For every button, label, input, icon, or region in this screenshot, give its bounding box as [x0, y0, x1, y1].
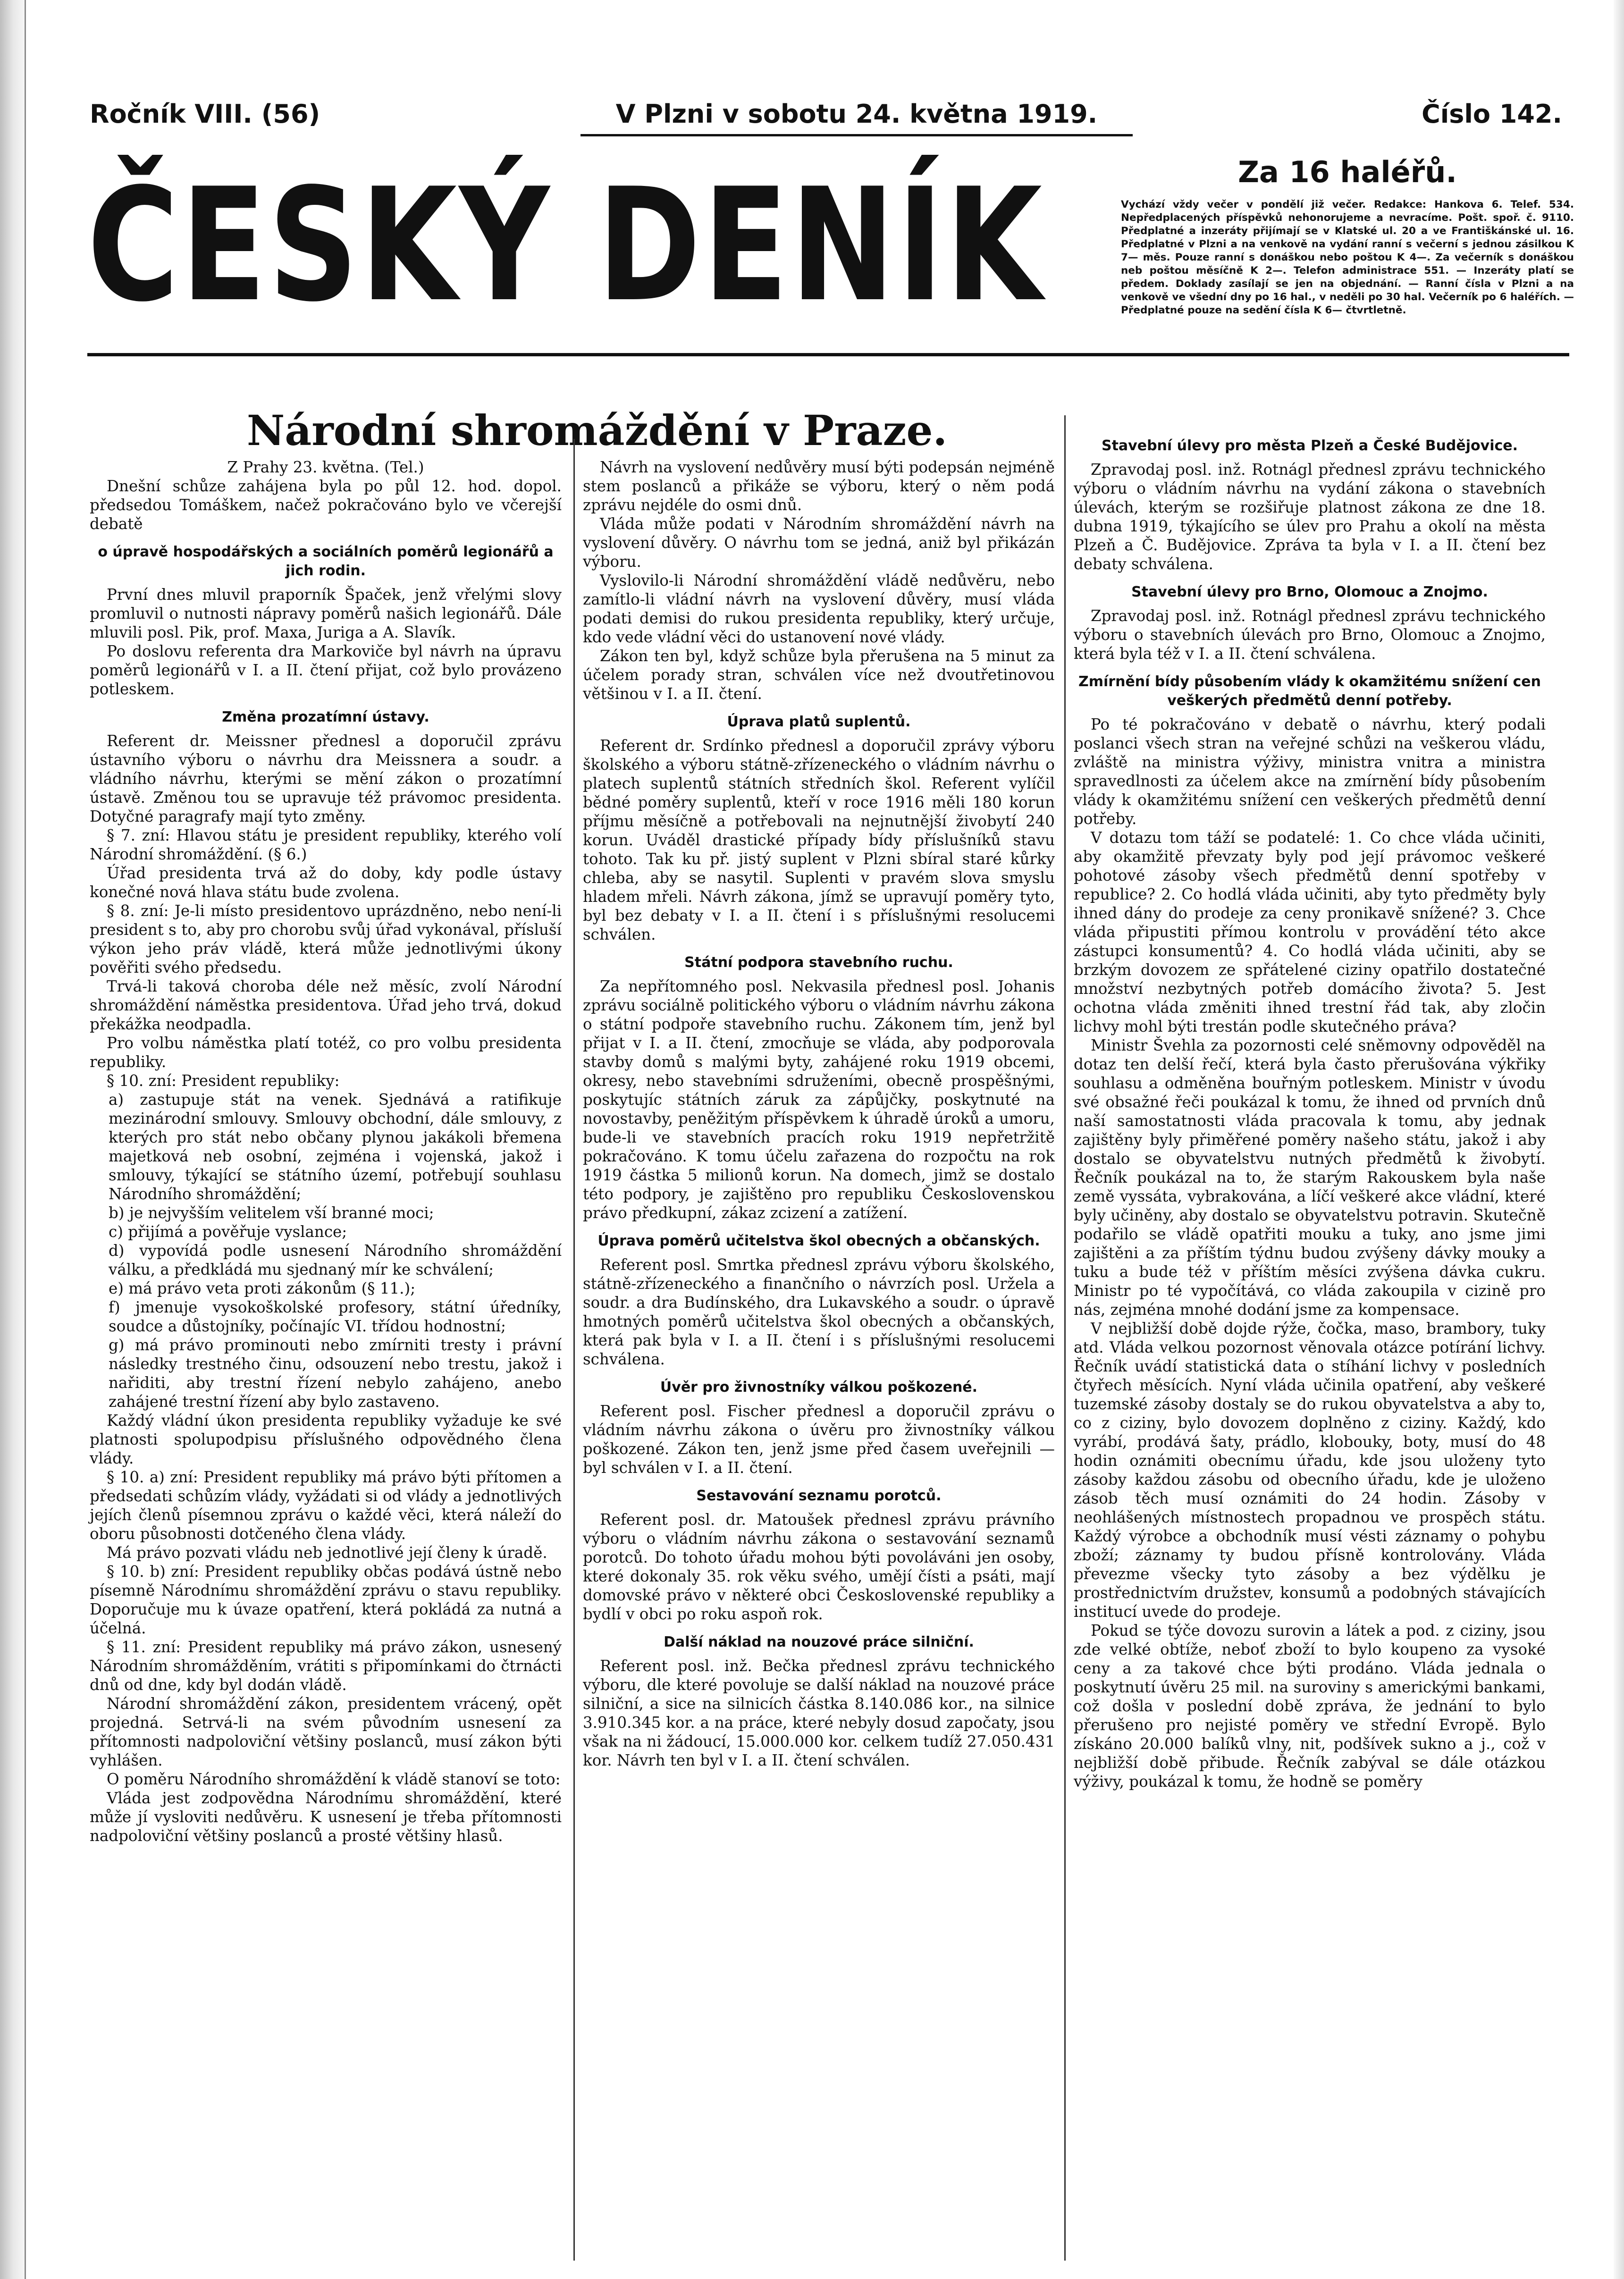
dateline: Z Prahy 23. května. (Tel.)	[227, 458, 424, 476]
section-heading: Změna prozatímní ústavy.	[222, 709, 429, 725]
list-item: e) má právo veta proti zákonům (§ 11.);	[109, 1279, 416, 1297]
section-heading: Úprava poměrů učitelstva škol obecných a občanských.	[597, 1233, 1040, 1249]
paragraph: Pro volbu náměstka platí totéž, co pro volbu presidenta republiky.	[90, 1034, 562, 1071]
paragraph: Referent posl. inž. Bečka přednesl zprávu technického výboru, dle které povoluje se další náklad na nouzové práce silniční, a sice na silnicích částka 8.140.086 kor., na silnice 3.910.345 kor. a na práce, které nebyly dosud započaty, jsou však na ni žádoucí, 15.000.000 kor. celkem tudíž 27.050.431 kor. Návrh ten byl v I. a II. čtení schválen.	[583, 1657, 1055, 1769]
section-heading: o úpravě hospodářských a sociálních poměrů legionářů a jich rodin.	[98, 544, 554, 579]
paragraph: Má právo pozvati vládu neb jednotlivé její členy k úradě.	[107, 1544, 547, 1562]
column-rule-1	[573, 439, 575, 2261]
paragraph: Ministr Švehla za pozornosti celé sněmovny odpověděl na dotaz ten delší řečí, která byla často přerušována výkřiky souhlasu a odměněna bouřným potleskem. Ministr v úvodu své obsažné řeči poukázal k tomu, že ihned od prvních dnů naší samostatnosti vláda pracovala k tomu, aby jednak zajištěny byly přiměřené poměry našeho státu, jakož i aby dostalo se obyvatelstvu nutných předmětů k živobytí. Řečník poukázal na to, že starým Rakouskem byla naše země vyssáta, vybrakována, a líčí veškeré akce vládní, které byly učiněny, aby dostalo se obyvatelstvu potravin. Skutečně podařilo se vládě opatřiti mouku a tuky, ano jsme jimi zajištěni a za příštím týdnu budou zvýšeny dávky mouky a tuku a bude též v příštím měsíci zvýšena dávka cukru. Ministr po té vypočítává, co vláda zakoupila v cizině pro nás, zejména mnohé dodání jsme za kompensace.	[1074, 1036, 1546, 1319]
issue-date: V Plzni v sobotu 24. května 1919.	[615, 99, 1098, 129]
lead-headline: Národní shromáždění v Praze.	[246, 406, 948, 455]
issue-number: Číslo 142.	[1422, 99, 1562, 129]
section-heading: Další náklad na nouzové práce silniční.	[664, 1634, 974, 1650]
section-heading: Stavební úlevy pro Brno, Olomouc a Znojmo.	[1131, 584, 1488, 600]
section-heading: Úprava platů suplentů.	[727, 714, 911, 730]
paragraph: V nejbližší době dojde rýže, čočka, maso, brambory, tuky atd. Vláda velkou pozornost věnovala otázce potírání lichvy. Řečník uvádí statistická data o stíhání lichvy v posledních čtyřech měsících. Nyní vláda učinila opatření, aby veškeré tuzemské zásoby dostaly se do rukou obyvatelstva a aby to, co z ciziny, bylo dovozem doplněno z ciziny. Každý, kdo vyrábí, prodává šaty, prádlo, klobouky, boty, musí do 48 hodin oznámiti obecnímu úřadu, kde jsou uloženy tyto zásoby každou zásobu od obecního úřadu, kde je uloženo zásob těch musí oznámiti do 24 hodin. Zásoby v neohlášených místnostech propadnou ve prospěch státu. Každý výrobce a obchodník musí vésti záznamy o pohybu zboží; záznamy ty budou přísně kontrolovány. Vláda převezme všecky tyto zásoby a bez výdělku je prostřednictvím družstev, konsumů a podobných stávajících institucí uvede do prodeje.	[1074, 1320, 1546, 1621]
list-item: f) jmenuje vysokoškolské profesory, státní úředníky, soudce a důstojníky, počínajíc VI. třídou hodnostní;	[109, 1298, 562, 1335]
paragraph: § 8. zní: Je-li místo presidentovo uprázdněno, nebo není-li president s to, aby pro chorobu svůj úřad vykonával, přísluší výkon jeho práv vládě, která může jednotlivými úkony pověřiti svého předsedu.	[90, 902, 562, 976]
paragraph: § 10. a) zní: President republiky má právo býti přítomen a předsedati schůzím vlády, vyžádati si od vlády a jednotlivých jejích členů písemnou zprávu o každé věci, která náleží do oboru působnosti dotčeného člena vlády.	[90, 1468, 562, 1543]
price-label: Za 16 haléřů.	[1238, 155, 1457, 189]
newspaper-page	[50, 0, 1574, 2279]
list-item: d) vypovídá podle usnesení Národního shromáždění válku, a předkládá mu sjednaný mír ke schválení;	[109, 1242, 562, 1278]
binding-edge	[0, 0, 26, 2279]
paragraph: Zpravodaj posl. inž. Rotnágl přednesl zprávu technického výboru o vládním návrhu na vydání zákona o stavebních úlevách, kterým se rozšiřuje platnost zákona ze dne 18. dubna 1919, týkajícího se úlev pro Prahu a okolí na města Plzeň a Č. Budějovice. Zpráva ta byla v I. a II. čtení bez debaty schválena.	[1074, 461, 1546, 573]
list-item: b) je nejvyšším velitelem vší branné moci;	[109, 1204, 434, 1222]
paragraph: Dnešní schůze zahájena byla po půl 12. hod. dopol. předsedou Tomáškem, načež pokračováno bylo ve včerejší debatě	[90, 477, 562, 533]
masthead-rule	[87, 353, 1569, 356]
newspaper-title: ČESKÝ DENÍK	[87, 155, 1044, 336]
subscription-notice: Vychází vždy večer v pondělí již večer. Redakce: Hankova 6. Telef. 534. Nepředplacených příspěvků nehonorujeme a nevracíme. Pošt. spoř. č. 9110. Předplatné a inzeráty přijímají se v Klatské ul. 20 a ve Františkánské ul. 16. Předplatné v Plzni a na venkově na vydání ranní s večerní s jednou zásilkou K 7— měs. Pouze ranní s donáškou nebo poštou K 4—. Za večerník s donáškou neb poštou měsíčně K 2—. Telefon administrace 551. — Inzeráty platí se předem. Doklady zasílají se jen na objednání. — Ranní čísla v Plzni a na venkově ve všední dny po 16 hal., v neděli po 30 hal. Večerník po 6 haléřích. — Předplatné pouze na sedění čísla K 6— čtvrtletně.	[1121, 199, 1574, 316]
paragraph: Pokud se týče dovozu surovin a látek a pod. z ciziny, jsou zde velké obtíže, neboť zboží to bylo koupeno za vysoké ceny a za takové chce býti prodáno. Vláda jednala o poskytnutí úvěru 25 mil. na suroviny s americkými bankami, což došla v poslední době zpráva, že jednání to bylo přerušeno pro nejisté poměry ve střední Evropě. Bylo získáno 20.000 balíků vlny, nit, podšívek sukno a j., což v nejbližší době přibude. Řečník zabýval se dále otázkou výživy, poukázal k tomu, že hodně se poměry	[1074, 1622, 1546, 1791]
paragraph: V dotazu tom táží se podatelé: 1. Co chce vláda učiniti, aby okamžitě převzaty byly pod její právomoc veškeré pohotové zásoby všech předmětů denní spotřeby v republice? 2. Co hodlá vláda učiniti, aby tyto předměty byly ihned dány do prodeje za ceny pronikavě snížené? 3. Chce vláda připustiti přímou kontrolu v provádění této akce zástupci konsumentů? 4. Co hodlá vláda učiniti, aby se brzkým dovozem ze spřátelené ciziny opatřilo dostatečné množství nezbytných potřeb domácího života? 5. Jest ochotna vláda změniti ihned trestní řád tak, aby zločin lichvy mohl býti trestán podle skutečného práva?	[1074, 829, 1546, 1035]
section-heading: Sestavování seznamu porotců.	[696, 1488, 942, 1504]
page-edge	[1614, 0, 1624, 2279]
paragraph: § 10. zní: President republiky:	[107, 1072, 340, 1090]
paragraph: § 11. zní: President republiky má právo zákon, usnesený Národním shromážděním, vrátiti s připomínkami do čtrnácti dnů od dne, kdy byl dodán vládě.	[90, 1638, 562, 1694]
list-item: c) přijímá a pověřuje vyslance;	[109, 1223, 347, 1241]
paragraph: Trvá-li taková choroba déle než měsíc, zvolí Národní shromáždění náměstka presidentova. Úřad jeho trvá, dokud překážka neodpadla.	[90, 977, 562, 1033]
paragraph: Návrh na vyslovení nedůvěry musí býti podepsán nejméně stem poslanců a přikáže se výboru, který o něm podá zprávu nejdéle do osmi dnů.	[583, 458, 1055, 514]
paragraph: Po té pokračováno v debatě o návrhu, který podali poslanci všech stran na veřejné schůzi na veškerou vládu, zvláště na ministra výživy, ministra vnitra a ministra spravedlnosti za účelem akce na zmírnění bídy působením vlády k okamžitému snížení cen veškerých předmětů denní potřeby.	[1074, 715, 1546, 828]
paragraph: Po doslovu referenta dra Markoviče byl návrh na úpravu poměrů legionářů v I. a II. čtení přijat, což bylo provázeno potleskem.	[90, 642, 562, 698]
list-item: a) zastupuje stát na venek. Sjednává a ratifikuje mezinárodní smlouvy. Smlouvy obchodní, dále smlouvy, z kterých pro stát nebo občany plynou jakákoli břemena majetková neb osobní, zejména i vojenská, jakož i smlouvy, týkající se státního území, potřebují souhlasu Národního shromáždění;	[109, 1091, 562, 1203]
column-rule-2	[1064, 415, 1066, 2261]
paragraph: Referent dr. Meissner přednesl a doporučil zprávu ústavního výboru o návrhu dra Meissnera a soudr. a vládního návrhu, kterými se mění zákon o prozatímní ústavě. Změnou tou se upravuje též právomoc presidenta. Dotyčné paragrafy mají tyto změny.	[90, 732, 562, 825]
column-3	[1074, 427, 1546, 1791]
paragraph: Referent dr. Srdínko přednesl a doporučil zprávy výboru školského a výboru státně-zřízeneckého o vládním návrhu o platech suplentů státních středních škol. Referent vylíčil bědné poměry suplentů, kteří v roce 1916 měli 180 korun příjmu měsíčně a potřebovali na nejnutnější živobytí 240 korun. Uváděl drastické případy bídy příslušníků stavu tohoto. Tak ku př. jistý suplent v Plzni sbíral staré kůrky chleba, aby se nasytil. Suplenti v pravém slova smyslu hladem mřeli. Návrh zákona, jímž se upravují poměry tyto, byl bez debaty v I. a II. čtení i s příslušnými resolucemi schválen.	[583, 737, 1055, 943]
masthead-info-bar	[90, 94, 1562, 137]
paragraph: Zákon ten byl, když schůze byla přerušena na 5 minut za účelem porady stran, schválen více než dvoutřetinovou většinou v I. a II. čtení.	[583, 647, 1055, 703]
paragraph: Referent posl. Fischer přednesl a doporučil zprávu o vládním návrhu zákona o úvěru pro živnostníky válkou poškozené. Zákon ten, jenž jsme před časem uveřejnili — byl schválen v I. a II. čtení.	[583, 1402, 1055, 1477]
paragraph: Za nepřítomného posl. Nekvasila přednesl posl. Johanis zprávu sociálně politického výboru o vládním návrhu zákona o státní podpoře stavebního ruchu. Zákonem tím, jenž byl přijat v I. a II. čtení, zmocňuje se vláda, aby podporovala stavby domů s malými byty, zahájené roku 1919 obcemi, okresy, nebo stavebními sdruženími, obecně prospěšnými, poskytujíc státních záruk za zápůjčky, poskytnuté na novostavby, peněžitým příspěvkem k úhradě úroků a umoru, bude-li ve stavebních pracích roku 1919 nepřetržitě pokračováno. K tomu účelu zařazena do rozpočtu na rok 1919 částka 5 milionů korun. Na domech, jimž se dostalo této podpory, je zajištěno pro republiku Československou právo předkupní, zákaz zcizení a zatížení.	[583, 977, 1055, 1222]
paragraph: O poměru Národního shromáždění k vládě stanoví se toto:	[107, 1770, 561, 1788]
paragraph: Každý vládní úkon presidenta republiky vyžaduje ke své platnosti spolupodpisu příslušného odpovědného člena vlády.	[90, 1412, 562, 1467]
paragraph: § 10. b) zní: President republiky občas podává ústně nebo písemně Národnímu shromáždění zprávu o stavu republiky. Doporučuje mu k úvaze opatření, která pokládá za nutná a účelná.	[90, 1563, 562, 1637]
list-item: g) má právo prominouti nebo zmírniti tresty i právní následky trestného činu, odsouzení nebo trestu, jakož i nařiditi, aby trestní řízení nebylo zahájeno, anebo zahájené trestní řízení aby bylo zastaveno.	[109, 1336, 562, 1411]
paragraph: Referent posl. dr. Matoušek přednesl zprávu právního výboru o vládním návrhu zákona o sestavování seznamů porotců. Do tohoto úřadu mohou býti povoláváni jen osoby, které dokonaly 35. rok věku svého, umějí čísti a psáti, mají domovské právo v některé obci Československé republiky a bydlí v obci po roku aspoň rok.	[583, 1511, 1055, 1623]
volume-label: Ročník VIII. (56)	[90, 99, 320, 129]
paragraph: Úřad presidenta trvá až do doby, kdy podle ústavy konečné nová hlava státu bude zvolena.	[90, 864, 562, 901]
section-heading: Zmírnění bídy působením vlády k okamžitému snížení cen veškerých předmětů denní potřeby.	[1078, 673, 1541, 709]
date-underline	[581, 134, 1133, 136]
paragraph: Zpravodaj posl. inž. Rotnágl přednesl zprávu technického výboru o stavebních úlevách pro Brno, Olomouc a Znojmo, která byla též v I. a II. čtení schválena.	[1074, 607, 1546, 663]
paragraph: Vláda jest zodpovědna Národnímu shromáždění, které může jí vysloviti nedůvěru. K usnesení je třeba přítomnosti nadpoloviční většiny poslanců a prosté většiny hlasů.	[90, 1789, 562, 1845]
paragraph: Vláda může podati v Národním shromáždění návrh na vyslovení důvěry. O návrhu tom se jedná, aniž byl přikázán výboru.	[583, 515, 1055, 571]
paragraph: Referent posl. Smrtka přednesl zprávu výboru školského, státně-zřízeneckého a finančního o návrzích posl. Uržela a soudr. a dra Budínského, dra Lukavského a soudr. o úpravě hmotných poměrů učitelstva škol obecných a občanských, která pak byla v I. a II. čtení i s příslušnými resolucemi schválena.	[583, 1256, 1055, 1368]
section-heading: Úvěr pro živnostníky válkou poškozené.	[660, 1379, 978, 1396]
column-2	[583, 458, 1055, 1770]
paragraph: První dnes mluvil praporník Špaček, jenž vřelými slovy promluvil o nutnosti nápravy poměrů našich legionářů. Dále mluvili posl. Pik, prof. Maxa, Juriga a A. Slavík.	[90, 586, 562, 641]
section-heading: Stavební úlevy pro města Plzeň a České Budějovice.	[1101, 437, 1518, 454]
paragraph: Vyslovilo-li Národní shromáždění vládě nedůvěru, nebo zamítlo-li vládní návrh na vyslovení důvěry, musí vláda podati demisi do rukou presidenta republiky, který určuje, kdo vede vládní věci do ustanovení nové vlády.	[583, 572, 1055, 646]
column-1	[90, 458, 562, 1845]
paragraph: § 7. zní: Hlavou státu je president republiky, kterého volí Národní shromáždění. (§ 6.)	[90, 826, 562, 863]
paragraph: Národní shromáždění zákon, presidentem vrácený, opět projedná. Setrvá-li na svém původním usnesení za přítomnosti nadpoloviční většiny poslanců, musí zákon býti vyhlášen.	[90, 1695, 562, 1769]
section-heading: Státní podpora stavebního ruchu.	[684, 954, 953, 971]
